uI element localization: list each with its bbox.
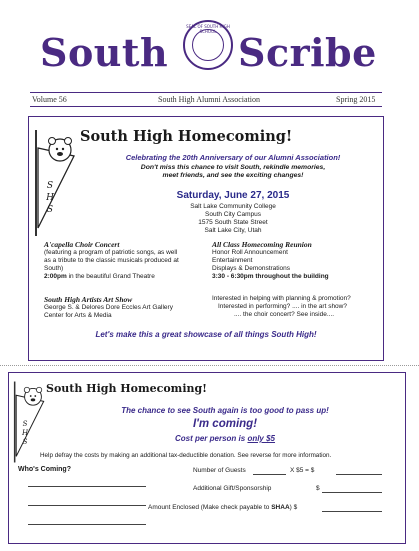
donation-note: Help defray the costs by making an additional tax-deductible donation. See reverse for more information. bbox=[40, 452, 332, 459]
gift-dollar: $ bbox=[316, 485, 320, 492]
pennant-letter: S bbox=[22, 438, 28, 446]
volunteer-section bbox=[212, 295, 380, 319]
amount-label: Amount Enclosed (Make check payable to bbox=[148, 504, 272, 511]
masthead-word-right: Scribe bbox=[238, 30, 377, 75]
pennant-letter: S bbox=[46, 181, 54, 191]
whos-coming-label: Who's Coming? bbox=[18, 466, 71, 473]
amount-enclosed-field[interactable] bbox=[322, 511, 382, 512]
guests-count-field[interactable] bbox=[253, 474, 286, 475]
interest-line: Interested in helping with planning & promotion? bbox=[212, 295, 351, 302]
form-line-2: I'm coming! bbox=[192, 418, 258, 430]
form-line-1: The chance to see South again is too good to pass up! bbox=[121, 406, 329, 415]
tagline-line: Don't miss this chance to visit South, rekindle memories, bbox=[140, 164, 326, 171]
venue-line: Salt Lake City, Utah bbox=[204, 227, 262, 234]
choir-concert-section bbox=[44, 240, 212, 281]
reunion-section bbox=[212, 240, 380, 281]
attendee-name-field[interactable] bbox=[28, 524, 146, 525]
cut-line bbox=[0, 365, 419, 366]
amount-enclosed bbox=[148, 504, 297, 511]
reunion-line: Displays & Demonstrations bbox=[212, 265, 291, 272]
guests-label: Number of Guests bbox=[193, 467, 246, 474]
interest-line: Interested in performing? .... in the art show? bbox=[218, 303, 347, 310]
amount-end: ) $ bbox=[289, 504, 298, 511]
reunion-time: 3:30 - 6:30pm throughout the building bbox=[212, 273, 329, 280]
choir-heading: A'capella Choir Concert bbox=[44, 240, 120, 249]
choir-line: as a tribute to the classic musicals produced at bbox=[44, 257, 179, 264]
pennant-letter: H bbox=[21, 429, 29, 437]
announcement-tagline bbox=[88, 164, 378, 180]
choir-line: South) bbox=[44, 265, 64, 272]
art-line: George S. & Delores Dore Eccles Art Gallery bbox=[44, 304, 173, 311]
issue-info-bar bbox=[30, 92, 382, 107]
masthead-word-left: South bbox=[40, 30, 169, 75]
art-show-description bbox=[44, 304, 212, 320]
attendee-name-field[interactable] bbox=[28, 505, 146, 506]
choir-place: in the beautiful Grand Theatre bbox=[66, 273, 155, 280]
pennant-letter: S bbox=[46, 205, 54, 215]
pennant-letters bbox=[43, 180, 57, 216]
choir-line: (featuring a program of patriotic songs, as well bbox=[44, 249, 178, 256]
association-label: South High Alumni Association bbox=[158, 95, 261, 104]
reunion-description bbox=[212, 249, 380, 281]
pennant-letters bbox=[19, 420, 31, 447]
tagline-line: meet friends, and see the exciting changes! bbox=[162, 172, 304, 179]
announcement-title: South High Homecoming! bbox=[80, 128, 293, 145]
pennant-letter: H bbox=[46, 193, 54, 203]
venue-line: 1575 South State Street bbox=[198, 219, 268, 226]
interest-line: .... the choir concert? See inside.... bbox=[234, 311, 335, 318]
masthead bbox=[0, 20, 419, 80]
choir-time-line bbox=[44, 273, 212, 281]
guests-total-field[interactable] bbox=[336, 474, 382, 475]
cost-value: only $5 bbox=[247, 434, 276, 443]
choir-description bbox=[44, 249, 212, 281]
season-label: Spring 2015 bbox=[336, 95, 376, 104]
event-venue bbox=[88, 203, 378, 235]
reunion-heading: All Class Homecoming Reunion bbox=[212, 240, 312, 249]
gift-amount-field[interactable] bbox=[322, 492, 382, 493]
announcement-subtitle: Celebrating the 20th Anniversary of our Alumni Association! bbox=[125, 153, 341, 162]
choir-time: 2:00pm bbox=[44, 273, 67, 280]
pennant-letter: S bbox=[22, 420, 28, 428]
closing-line: Let's make this a great showcase of all things South High! bbox=[95, 330, 317, 339]
form-title: South High Homecoming! bbox=[46, 382, 208, 395]
seal-emblem bbox=[192, 29, 224, 61]
reunion-line: Honor Roll Announcement bbox=[212, 249, 288, 256]
venue-line: Salt Lake Community College bbox=[190, 203, 276, 210]
guests-multiplier: X $5 = $ bbox=[290, 467, 315, 474]
attendee-name-field[interactable] bbox=[28, 486, 146, 487]
gift-label: Additional Gift/Sponsorship bbox=[193, 485, 272, 492]
volume-label: Volume 56 bbox=[32, 95, 67, 104]
reunion-line: Entertainment bbox=[212, 257, 253, 264]
venue-line: South City Campus bbox=[205, 211, 261, 218]
amount-payee: SHAA bbox=[271, 504, 290, 511]
art-show-heading: South High Artists Art Show bbox=[44, 295, 133, 304]
cost-label: Cost per person is bbox=[174, 434, 248, 443]
cost-line bbox=[60, 434, 390, 443]
art-line: Center for Arts & Media bbox=[44, 312, 112, 319]
event-date: Saturday, June 27, 2015 bbox=[176, 190, 290, 201]
seal-lettering: SEAL OF SOUTH HIGH SCHOOL bbox=[186, 24, 230, 34]
school-seal bbox=[183, 20, 233, 70]
art-show-section bbox=[44, 295, 212, 320]
